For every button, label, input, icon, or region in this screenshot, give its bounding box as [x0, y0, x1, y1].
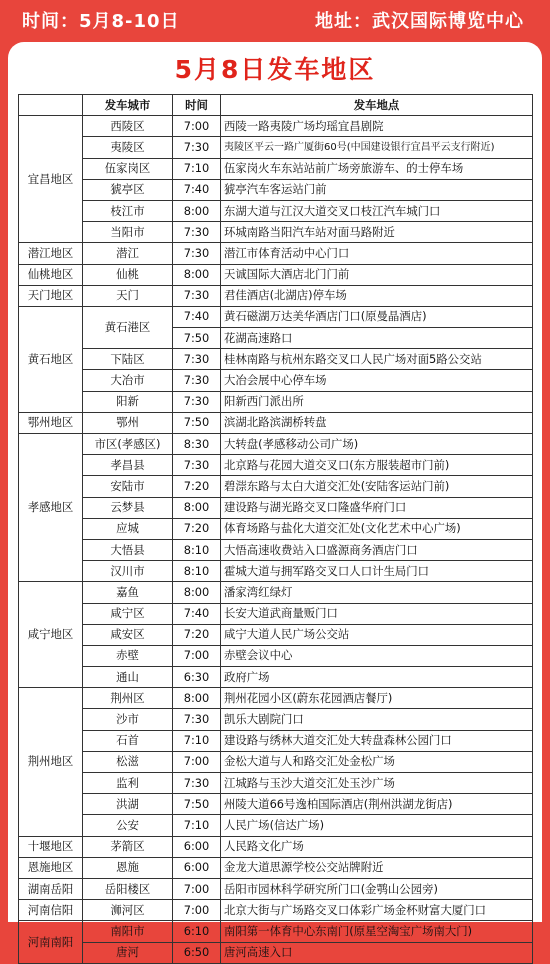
location-cell: 西陵一路夷陵广场均瑶宜昌剧院: [221, 116, 533, 137]
region-cell: 宜昌地区: [19, 116, 83, 243]
location-cell: 建设路与湖光路交叉口隆盛华府门口: [221, 497, 533, 518]
location-cell: 体育场路与盐化大道交汇处(文化艺术中心广场): [221, 518, 533, 539]
location-cell: 凯乐大剧院门口: [221, 709, 533, 730]
table-row: [19, 179, 533, 200]
location-cell: 江城路与玉沙大道交汇处玉沙广场: [221, 773, 533, 794]
location-cell: 北京大街与广场路交叉口体彩广场金杯财富大厦门口: [221, 900, 533, 921]
table-row: [19, 455, 533, 476]
location-cell: 潘家湾红绿灯: [221, 582, 533, 603]
table-row: [19, 836, 533, 857]
city-cell: 应城: [83, 518, 173, 539]
table-row: [19, 857, 533, 878]
location-cell: 桂林南路与杭州东路交叉口人民广场对面5路公交站: [221, 349, 533, 370]
header-time: 时间: [173, 95, 221, 116]
table-row: [19, 434, 533, 455]
time-cell: 8:10: [173, 539, 221, 560]
time-cell: 7:40: [173, 603, 221, 624]
time-cell: 6:50: [173, 942, 221, 963]
city-cell: 夷陵区: [83, 137, 173, 158]
city-cell: 阳新: [83, 391, 173, 412]
table-row: [19, 603, 533, 624]
table-row: [19, 476, 533, 497]
location-cell: 夷陵区平云一路广厦街60号(中国建设银行宜昌平云支行附近): [221, 137, 533, 158]
city-cell: 浉河区: [83, 900, 173, 921]
time-cell: 7:10: [173, 730, 221, 751]
schedule-sheet: [8, 42, 542, 960]
city-cell: 岳阳楼区: [83, 878, 173, 899]
city-cell: 西陵区: [83, 116, 173, 137]
city-cell: 石首: [83, 730, 173, 751]
table-row: [19, 751, 533, 772]
city-cell: 仙桃: [83, 264, 173, 285]
location-cell: 岳阳市园林科学研究所门口(金鹗山公园旁): [221, 878, 533, 899]
region-cell: 天门地区: [19, 285, 83, 306]
city-cell: 枝江市: [83, 200, 173, 221]
time-cell: 7:10: [173, 815, 221, 836]
time-cell: 7:30: [173, 709, 221, 730]
time-cell: 7:10: [173, 158, 221, 179]
region-cell: 黄石地区: [19, 306, 83, 412]
location-cell: 政府广场: [221, 667, 533, 688]
page-title: 5月8日发车地区: [174, 55, 376, 84]
region-cell: 孝感地区: [19, 434, 83, 582]
time-cell: 8:00: [173, 582, 221, 603]
time-cell: 7:40: [173, 179, 221, 200]
departure-table: [18, 94, 533, 964]
table-row: [19, 116, 533, 137]
location-cell: 建设路与绣林大道交汇处大转盘森林公园门口: [221, 730, 533, 751]
location-cell: 州陵大道66号逸柏国际酒店(荆州洪湖龙街店): [221, 794, 533, 815]
time-cell: 7:30: [173, 285, 221, 306]
location-cell: 人民广场(信达广场): [221, 815, 533, 836]
city-cell: 猇亭区: [83, 179, 173, 200]
table-row: [19, 730, 533, 751]
location-cell: 唐河高速入口: [221, 942, 533, 963]
table-row: [19, 709, 533, 730]
table-row: [19, 645, 533, 666]
time-cell: 6:30: [173, 667, 221, 688]
location-cell: 伍家岗火车东站站前广场旁旅游车、的士停车场: [221, 158, 533, 179]
city-cell: 云梦县: [83, 497, 173, 518]
region-cell: 十堰地区: [19, 836, 83, 857]
table-row: [19, 878, 533, 899]
time-cell: 7:30: [173, 455, 221, 476]
location-cell: 北京路与花园大道交叉口(东方服装超市门前): [221, 455, 533, 476]
time-cell: 7:00: [173, 645, 221, 666]
city-cell: 咸安区: [83, 624, 173, 645]
table-row: [19, 497, 533, 518]
location-cell: 黄石磁湖万达美华酒店门口(原曼晶酒店): [221, 306, 533, 327]
location-cell: 霍城大道与拥军路交叉口人口计生局门口: [221, 561, 533, 582]
city-cell: 大冶市: [83, 370, 173, 391]
time-cell: 7:00: [173, 751, 221, 772]
location-cell: 大悟高速收费站入口盛源商务酒店门口: [221, 539, 533, 560]
time-cell: 6:10: [173, 921, 221, 942]
table-row: [19, 942, 533, 963]
location-cell: 大转盘(孝感移动公司广场): [221, 434, 533, 455]
table-row: [19, 582, 533, 603]
location-cell: 猇亭汽车客运站门前: [221, 179, 533, 200]
city-cell: 赤壁: [83, 645, 173, 666]
location-cell: 咸宁大道人民广场公交站: [221, 624, 533, 645]
city-cell: 天门: [83, 285, 173, 306]
header-location: 发车地点: [221, 95, 533, 116]
table-row: [19, 222, 533, 243]
table-row: [19, 539, 533, 560]
header-region: [19, 95, 83, 116]
top-banner: [0, 0, 550, 36]
header-city: 发车城市: [83, 95, 173, 116]
table-row: [19, 285, 533, 306]
table-row: [19, 561, 533, 582]
time-cell: 7:00: [173, 116, 221, 137]
region-cell: 咸宁地区: [19, 582, 83, 688]
table-row: [19, 921, 533, 942]
city-cell: 当阳市: [83, 222, 173, 243]
region-cell: 荆州地区: [19, 688, 83, 836]
table-row: [19, 243, 533, 264]
time-cell: 7:40: [173, 306, 221, 327]
location-cell: 君佳酒店(北湖店)停车场: [221, 285, 533, 306]
time-cell: 7:30: [173, 773, 221, 794]
city-cell: 汉川市: [83, 561, 173, 582]
city-cell: 鄂州: [83, 412, 173, 433]
time-cell: 7:50: [173, 794, 221, 815]
city-cell: 嘉鱼: [83, 582, 173, 603]
time-cell: 7:00: [173, 878, 221, 899]
location-cell: 长安大道武商量贩门口: [221, 603, 533, 624]
location-cell: 金龙大道思源学校公交站牌附近: [221, 857, 533, 878]
time-cell: 6:00: [173, 836, 221, 857]
time-cell: 7:30: [173, 391, 221, 412]
location-cell: 赤壁会议中心: [221, 645, 533, 666]
table-row: [19, 773, 533, 794]
table-row: [19, 900, 533, 921]
location-cell: 滨湖北路滨湖桥转盘: [221, 412, 533, 433]
event-address: 地址：武汉国际博览中心: [315, 11, 524, 32]
time-cell: 7:00: [173, 900, 221, 921]
region-cell: 恩施地区: [19, 857, 83, 878]
table-row: [19, 137, 533, 158]
time-cell: 7:50: [173, 412, 221, 433]
table-row: [19, 667, 533, 688]
location-cell: 东湖大道与江汉大道交叉口枝江汽车城门口: [221, 200, 533, 221]
time-cell: 7:30: [173, 243, 221, 264]
city-cell: 伍家岗区: [83, 158, 173, 179]
city-cell: 唐河: [83, 942, 173, 963]
table-header-row: [19, 95, 533, 116]
table-row: [19, 624, 533, 645]
table-row: [19, 412, 533, 433]
table-row: [19, 391, 533, 412]
city-cell: 咸宁区: [83, 603, 173, 624]
time-cell: 7:30: [173, 370, 221, 391]
table-row: [19, 306, 533, 327]
time-cell: 7:20: [173, 624, 221, 645]
city-cell: 监利: [83, 773, 173, 794]
city-cell: 茅箭区: [83, 836, 173, 857]
time-cell: 7:30: [173, 137, 221, 158]
time-cell: 6:00: [173, 857, 221, 878]
table-row: [19, 794, 533, 815]
location-cell: 潜江市体育活动中心门口: [221, 243, 533, 264]
location-cell: 大冶会展中心停车场: [221, 370, 533, 391]
location-cell: 环城南路当阳汽车站对面马路附近: [221, 222, 533, 243]
time-cell: 8:30: [173, 434, 221, 455]
location-cell: 南阳第一体育中心东南门(原星空淘宝广场南大门): [221, 921, 533, 942]
city-cell: 南阳市: [83, 921, 173, 942]
location-cell: 人民路文化广场: [221, 836, 533, 857]
city-cell: 下陆区: [83, 349, 173, 370]
city-cell: 公安: [83, 815, 173, 836]
city-cell: 潜江: [83, 243, 173, 264]
event-time: 时间：5月8-10日: [22, 11, 180, 32]
location-cell: 碧漴东路与太白大道交汇处(安陆客运站门前): [221, 476, 533, 497]
time-cell: 8:10: [173, 561, 221, 582]
city-cell: 黄石港区: [83, 306, 173, 348]
table-row: [19, 370, 533, 391]
table-row: [19, 264, 533, 285]
time-cell: 7:20: [173, 518, 221, 539]
region-cell: 鄂州地区: [19, 412, 83, 433]
city-cell: 市区(孝感区): [83, 434, 173, 455]
time-cell: 7:30: [173, 222, 221, 243]
table-row: [19, 518, 533, 539]
city-cell: 恩施: [83, 857, 173, 878]
city-cell: 大悟县: [83, 539, 173, 560]
location-cell: 天诚国际大酒店北门门前: [221, 264, 533, 285]
location-cell: 金松大道与人和路交汇处金松广场: [221, 751, 533, 772]
city-cell: 沙市: [83, 709, 173, 730]
time-cell: 8:00: [173, 264, 221, 285]
location-cell: 荆州花园小区(蔚东花园酒店餐厅): [221, 688, 533, 709]
region-cell: 河南信阳: [19, 900, 83, 921]
time-cell: 8:00: [173, 688, 221, 709]
city-cell: 洪湖: [83, 794, 173, 815]
region-cell: 河南南阳: [19, 921, 83, 963]
table-body: [19, 116, 533, 964]
location-cell: 阳新西门派出所: [221, 391, 533, 412]
time-cell: 7:50: [173, 328, 221, 349]
table-row: [19, 158, 533, 179]
city-cell: 荆州区: [83, 688, 173, 709]
region-cell: 潜江地区: [19, 243, 83, 264]
city-cell: 松滋: [83, 751, 173, 772]
table-row: [19, 688, 533, 709]
time-cell: 8:00: [173, 497, 221, 518]
region-cell: 湖南岳阳: [19, 878, 83, 899]
region-cell: 仙桃地区: [19, 264, 83, 285]
table-row: [19, 349, 533, 370]
time-cell: 7:20: [173, 476, 221, 497]
location-cell: 花湖高速路口: [221, 328, 533, 349]
table-row: [19, 815, 533, 836]
time-cell: 7:30: [173, 349, 221, 370]
city-cell: 安陆市: [83, 476, 173, 497]
city-cell: 孝昌县: [83, 455, 173, 476]
city-cell: 通山: [83, 667, 173, 688]
time-cell: 8:00: [173, 200, 221, 221]
table-row: [19, 200, 533, 221]
